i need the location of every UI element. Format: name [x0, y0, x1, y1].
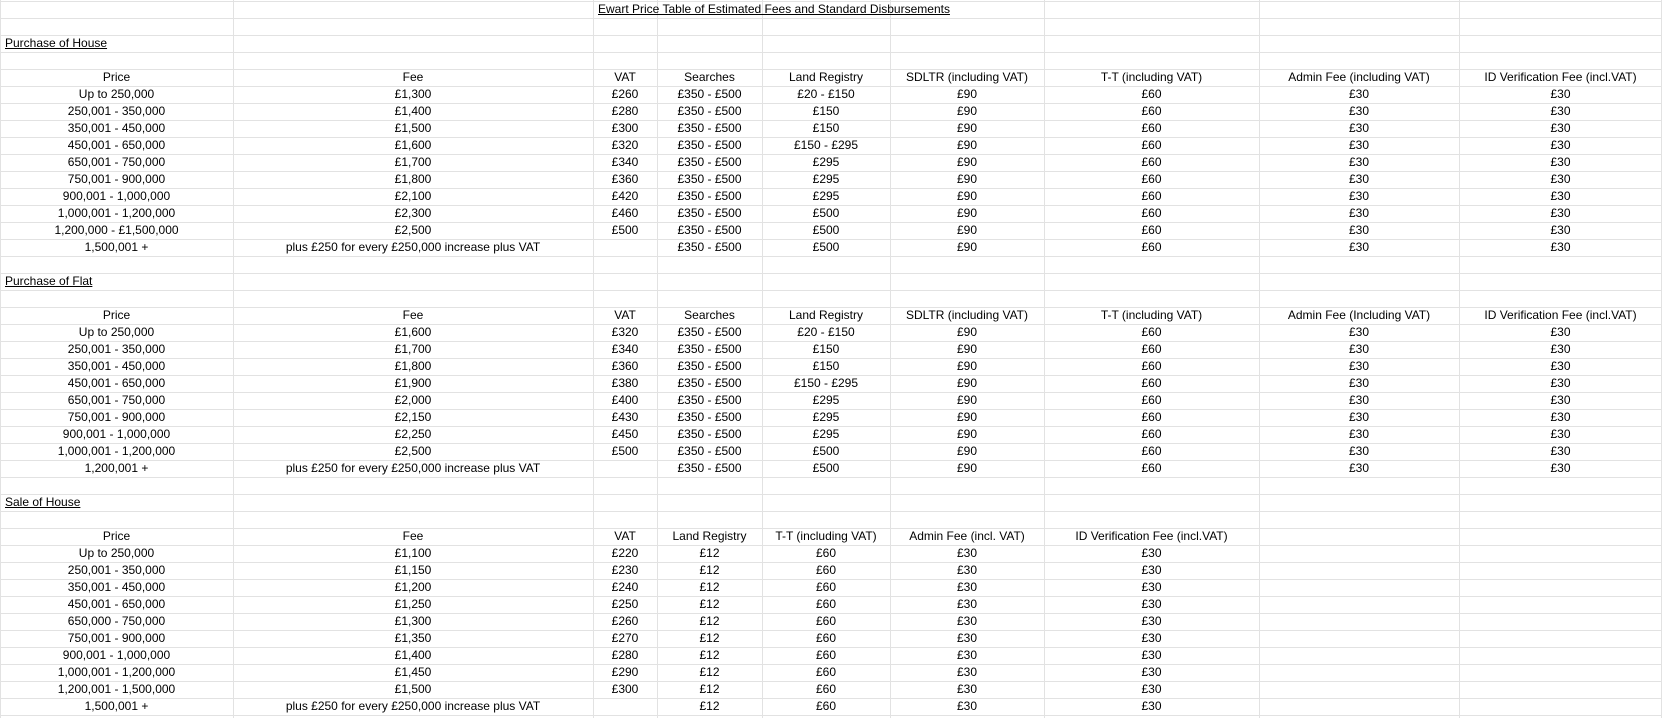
table-cell: £90	[956, 410, 978, 424]
price-band-cell: 350,001 - 450,000	[67, 359, 166, 373]
price-band-cell: 900,001 - 1,000,000	[62, 189, 171, 203]
table-cell: £2,100	[394, 189, 432, 203]
column-header: Land Registry	[788, 308, 864, 322]
table-cell: £30	[1141, 665, 1162, 679]
table-cell: £12	[699, 682, 720, 696]
table-cell: £30	[1550, 155, 1571, 169]
column-header: Fee	[402, 308, 424, 322]
table-cell: £1,400	[394, 104, 432, 118]
column-header: Land Registry	[672, 529, 747, 543]
table-cell: £90	[956, 172, 978, 186]
table-cell: £1,600	[394, 325, 432, 339]
table-cell: £350 - £500	[677, 359, 742, 373]
table-cell: £1,350	[394, 631, 432, 645]
table-cell: £30	[1550, 461, 1571, 475]
table-cell: £30	[1550, 121, 1571, 135]
table-cell: £340	[611, 342, 639, 356]
table-cell: £30	[1348, 121, 1370, 135]
column-header: Admin Fee (including VAT)	[1288, 70, 1430, 84]
table-cell: £500	[611, 223, 639, 237]
table-cell: £150	[812, 104, 840, 118]
column-header: SDLTR (including VAT)	[905, 308, 1029, 322]
table-cell: £12	[699, 648, 720, 662]
table-cell: £12	[699, 546, 720, 560]
table-cell: £2,250	[394, 427, 432, 441]
table-cell: £12	[699, 597, 720, 611]
table-cell: £60	[1141, 427, 1162, 441]
column-header: VAT	[614, 308, 636, 322]
price-band-cell: 250,001 - 350,000	[67, 342, 166, 356]
table-cell: £90	[956, 121, 978, 135]
price-band-cell: 900,001 - 1,000,000	[62, 648, 171, 662]
table-cell: £290	[611, 665, 639, 679]
table-cell: £90	[956, 444, 978, 458]
table-cell: £350 - £500	[677, 461, 742, 475]
price-band-cell: 1,200,001 +	[84, 461, 149, 475]
table-cell: £60	[1141, 206, 1162, 220]
table-cell: £2,500	[394, 223, 432, 237]
table-cell: £360	[611, 359, 639, 373]
table-cell: £240	[611, 580, 639, 594]
column-header: ID Verification Fee (incl.VAT)	[1484, 308, 1637, 322]
table-cell: £30	[1141, 699, 1162, 713]
column-header: Searches	[684, 308, 735, 322]
table-cell: £30	[1550, 359, 1571, 373]
table-cell: £60	[1141, 461, 1162, 475]
table-cell: £90	[956, 342, 978, 356]
table-cell: £1,700	[394, 342, 432, 356]
column-header: T-T (including VAT)	[1100, 70, 1203, 84]
table-cell: £60	[1141, 223, 1162, 237]
table-cell: £260	[611, 614, 639, 628]
table-cell: £12	[699, 699, 720, 713]
column-header: Fee	[402, 529, 424, 543]
table-cell: £90	[956, 325, 978, 339]
column-header: ID Verification Fee (incl.VAT)	[1075, 529, 1228, 543]
table-cell: £12	[699, 631, 720, 645]
table-cell: £500	[812, 444, 840, 458]
table-cell: £350 - £500	[677, 240, 742, 254]
table-cell: £30	[1550, 393, 1571, 407]
table-cell: £60	[815, 699, 837, 713]
price-band-cell: 1,000,001 - 1,200,000	[57, 206, 176, 220]
table-cell: £90	[956, 393, 978, 407]
table-cell: £350 - £500	[677, 104, 742, 118]
table-cell: £90	[956, 104, 978, 118]
table-cell: plus £250 for every £250,000 increase plus VAT	[285, 699, 541, 713]
table-cell: £2,500	[394, 444, 432, 458]
table-cell: £30	[1348, 359, 1370, 373]
table-cell: £60	[1141, 240, 1162, 254]
table-cell: £30	[956, 546, 978, 560]
table-cell: £60	[1141, 121, 1162, 135]
table-cell: £350 - £500	[677, 410, 742, 424]
price-band-cell: 750,001 - 900,000	[67, 172, 166, 186]
table-cell: £90	[956, 155, 978, 169]
price-band-cell: Up to 250,000	[78, 325, 155, 339]
table-cell: £150	[812, 359, 840, 373]
table-cell: £30	[1141, 614, 1162, 628]
table-cell: £60	[1141, 172, 1162, 186]
table-cell: £60	[1141, 104, 1162, 118]
table-cell: £90	[956, 189, 978, 203]
table-cell: £350 - £500	[677, 342, 742, 356]
column-header: T-T (including VAT)	[1100, 308, 1203, 322]
table-cell: £1,150	[394, 563, 432, 577]
table-cell: £295	[812, 155, 840, 169]
table-cell: £350 - £500	[677, 87, 742, 101]
table-cell: £350 - £500	[677, 393, 742, 407]
column-header: Land Registry	[788, 70, 864, 84]
table-cell: £1,250	[394, 597, 432, 611]
table-cell: £350 - £500	[677, 325, 742, 339]
column-header: VAT	[614, 529, 636, 543]
table-cell: £90	[956, 376, 978, 390]
table-cell: £90	[956, 206, 978, 220]
column-header: SDLTR (including VAT)	[905, 70, 1029, 84]
price-band-cell: 900,001 - 1,000,000	[62, 427, 171, 441]
table-cell: £500	[812, 240, 840, 254]
table-cell: £420	[611, 189, 639, 203]
table-cell: £30	[1348, 444, 1370, 458]
table-cell: £30	[1141, 631, 1162, 645]
table-cell: £500	[611, 444, 639, 458]
table-cell: £30	[956, 682, 978, 696]
column-header: Fee	[402, 70, 424, 84]
table-cell: £340	[611, 155, 639, 169]
table-cell: £30	[1141, 546, 1162, 560]
table-cell: £60	[1141, 376, 1162, 390]
table-cell: £30	[1348, 240, 1370, 254]
column-header: Price	[102, 308, 131, 322]
table-cell: £295	[812, 172, 840, 186]
table-cell: £30	[1550, 138, 1571, 152]
price-band-cell: 1,500,001 +	[84, 240, 149, 254]
table-cell: £30	[1550, 206, 1571, 220]
table-cell: plus £250 for every £250,000 increase plus VAT	[285, 240, 541, 254]
table-cell: £60	[815, 665, 837, 679]
table-cell: £60	[815, 648, 837, 662]
table-cell: £30	[1348, 189, 1370, 203]
table-cell: £295	[812, 410, 840, 424]
price-band-cell: 450,001 - 650,000	[67, 597, 166, 611]
table-cell: £460	[611, 206, 639, 220]
table-cell: £350 - £500	[677, 206, 742, 220]
price-band-cell: 1,000,001 - 1,200,000	[57, 444, 176, 458]
price-band-cell: 450,001 - 650,000	[67, 376, 166, 390]
table-cell: £1,300	[394, 614, 432, 628]
table-cell: £30	[1348, 427, 1370, 441]
table-cell: £350 - £500	[677, 223, 742, 237]
table-cell: £12	[699, 580, 720, 594]
table-cell: £60	[815, 614, 837, 628]
price-band-cell: 1,200,000 - £1,500,000	[54, 223, 179, 237]
table-cell: £30	[1348, 104, 1370, 118]
price-band-cell: 450,001 - 650,000	[67, 138, 166, 152]
table-cell: £30	[1141, 597, 1162, 611]
table-cell: £90	[956, 87, 978, 101]
page-title: Ewart Price Table of Estimated Fees and Standard Disbursements	[598, 2, 950, 16]
table-cell: £30	[1550, 172, 1571, 186]
table-cell: £30	[1141, 682, 1162, 696]
table-cell: £30	[1550, 376, 1571, 390]
table-cell: £500	[812, 206, 840, 220]
table-cell: £1,700	[394, 155, 432, 169]
table-cell: £270	[611, 631, 639, 645]
table-cell: £30	[1550, 427, 1571, 441]
table-cell: £150	[812, 342, 840, 356]
table-cell: £30	[1348, 410, 1370, 424]
table-cell: £30	[956, 648, 978, 662]
table-cell: £90	[956, 240, 978, 254]
price-band-cell: 650,000 - 750,000	[67, 614, 166, 628]
table-cell: £30	[1550, 87, 1571, 101]
table-cell: £30	[1550, 325, 1571, 339]
price-band-cell: 250,001 - 350,000	[67, 104, 166, 118]
table-cell: £380	[611, 376, 639, 390]
table-cell: £295	[812, 189, 840, 203]
table-cell: £60	[1141, 393, 1162, 407]
column-header: Price	[102, 529, 131, 543]
table-cell: £1,450	[394, 665, 432, 679]
price-band-cell: 1,200,001 - 1,500,000	[57, 682, 176, 696]
column-header: Searches	[684, 70, 735, 84]
section-title: Purchase of House	[5, 36, 108, 50]
column-header: Admin Fee (Including VAT)	[1287, 308, 1431, 322]
table-cell: £30	[1550, 342, 1571, 356]
table-cell: £350 - £500	[677, 189, 742, 203]
section-title: Purchase of Flat	[5, 274, 93, 288]
table-cell: £60	[1141, 155, 1162, 169]
table-cell: £60	[1141, 342, 1162, 356]
table-cell: £30	[1348, 325, 1370, 339]
table-cell: £450	[611, 427, 639, 441]
table-cell: £12	[699, 665, 720, 679]
table-cell: £500	[812, 461, 840, 475]
table-cell: £1,500	[394, 121, 432, 135]
table-cell: £350 - £500	[677, 172, 742, 186]
table-cell: £350 - £500	[677, 444, 742, 458]
table-cell: £30	[1348, 376, 1370, 390]
table-cell	[593, 239, 657, 256]
table-cell: £360	[611, 172, 639, 186]
table-cell: £500	[812, 223, 840, 237]
table-cell: £60	[815, 546, 837, 560]
table-cell: £60	[815, 580, 837, 594]
price-band-cell: 750,001 - 900,000	[67, 410, 166, 424]
table-cell: £60	[815, 682, 837, 696]
table-cell: £350 - £500	[677, 121, 742, 135]
table-cell: £1,200	[394, 580, 432, 594]
column-header: VAT	[614, 70, 636, 84]
table-cell: £60	[1141, 138, 1162, 152]
table-cell: £60	[1141, 359, 1162, 373]
table-cell: £30	[1550, 410, 1571, 424]
table-cell: £60	[1141, 444, 1162, 458]
table-cell: £90	[956, 138, 978, 152]
table-cell: £30	[1141, 648, 1162, 662]
table-cell: £2,300	[394, 206, 432, 220]
table-cell: £90	[956, 223, 978, 237]
column-header: Admin Fee (incl. VAT)	[909, 529, 1025, 543]
price-band-cell: 650,001 - 750,000	[67, 155, 166, 169]
table-cell: £30	[1550, 240, 1571, 254]
table-cell: £30	[1348, 87, 1370, 101]
price-band-cell: 350,001 - 450,000	[67, 121, 166, 135]
table-cell: £1,400	[394, 648, 432, 662]
table-cell: £295	[812, 393, 840, 407]
table-cell: £30	[1550, 189, 1571, 203]
table-cell: £350 - £500	[677, 155, 742, 169]
table-cell: £30	[956, 614, 978, 628]
table-cell: £320	[611, 325, 639, 339]
table-cell: £30	[956, 563, 978, 577]
table-cell: £60	[1141, 189, 1162, 203]
table-cell: £30	[1348, 138, 1370, 152]
table-cell: £250	[611, 597, 639, 611]
table-cell: £90	[956, 461, 978, 475]
table-cell: plus £250 for every £250,000 increase plus VAT	[285, 461, 541, 475]
table-cell: £60	[1141, 410, 1162, 424]
table-cell: £1,100	[394, 546, 432, 560]
table-cell: £430	[611, 410, 639, 424]
table-cell: £60	[1141, 87, 1162, 101]
table-cell: £1,500	[394, 682, 432, 696]
column-header: T-T (including VAT)	[775, 529, 877, 543]
table-cell: £1,800	[394, 359, 432, 373]
table-cell: £20 - £150	[797, 87, 855, 101]
table-cell: £90	[956, 427, 978, 441]
table-cell: £30	[1348, 461, 1370, 475]
table-cell: £60	[815, 563, 837, 577]
table-cell: £20 - £150	[797, 325, 855, 339]
table-cell: £30	[956, 631, 978, 645]
table-cell: £350 - £500	[677, 138, 742, 152]
table-cell: £30	[1141, 580, 1162, 594]
table-cell: £60	[815, 631, 837, 645]
column-header: ID Verification Fee (incl.VAT)	[1484, 70, 1637, 84]
table-cell: £300	[611, 121, 639, 135]
table-cell: £280	[611, 104, 639, 118]
table-cell: £230	[611, 563, 639, 577]
table-cell: £320	[611, 138, 639, 152]
price-band-cell: 250,001 - 350,000	[67, 563, 166, 577]
table-cell: £1,900	[394, 376, 432, 390]
table-cell: £30	[1348, 155, 1370, 169]
price-band-cell: Up to 250,000	[78, 546, 155, 560]
table-cell: £350 - £500	[677, 427, 742, 441]
table-cell: £60	[1141, 325, 1162, 339]
table-cell: £1,600	[394, 138, 432, 152]
table-cell: £30	[1141, 563, 1162, 577]
table-cell: £30	[1348, 172, 1370, 186]
table-cell: £350 - £500	[677, 376, 742, 390]
table-cell: £150	[812, 121, 840, 135]
table-cell: £30	[1348, 206, 1370, 220]
price-band-cell: 650,001 - 750,000	[67, 393, 166, 407]
table-cell: £30	[956, 699, 978, 713]
table-cell: £60	[815, 597, 837, 611]
table-cell: £12	[699, 614, 720, 628]
table-cell: £400	[611, 393, 639, 407]
table-cell: £260	[611, 87, 639, 101]
table-cell: £30	[1550, 223, 1571, 237]
price-band-cell: 1,500,001 +	[84, 699, 149, 713]
table-cell: £2,150	[394, 410, 432, 424]
section-title: Sale of House	[5, 495, 81, 509]
table-cell: £150 - £295	[793, 138, 859, 152]
table-cell: £30	[1550, 104, 1571, 118]
table-cell: £150 - £295	[793, 376, 859, 390]
table-cell: £30	[1348, 342, 1370, 356]
price-band-cell: 350,001 - 450,000	[67, 580, 166, 594]
table-cell: £30	[956, 665, 978, 679]
table-cell: £30	[956, 580, 978, 594]
table-cell	[593, 698, 657, 715]
price-band-cell: Up to 250,000	[78, 87, 155, 101]
price-band-cell: 1,000,001 - 1,200,000	[57, 665, 176, 679]
table-cell: £295	[812, 427, 840, 441]
table-cell: £1,300	[394, 87, 432, 101]
table-cell: £300	[611, 682, 639, 696]
table-cell: £12	[699, 563, 720, 577]
table-cell: £30	[1348, 223, 1370, 237]
table-cell: £1,800	[394, 172, 432, 186]
table-cell: £30	[956, 597, 978, 611]
table-cell: £220	[611, 546, 639, 560]
table-cell	[593, 460, 657, 477]
table-cell: £280	[611, 648, 639, 662]
column-header: Price	[102, 70, 131, 84]
table-cell: £90	[956, 359, 978, 373]
table-cell: £2,000	[394, 393, 432, 407]
table-cell: £30	[1348, 393, 1370, 407]
price-band-cell: 750,001 - 900,000	[67, 631, 166, 645]
table-cell: £30	[1550, 444, 1571, 458]
